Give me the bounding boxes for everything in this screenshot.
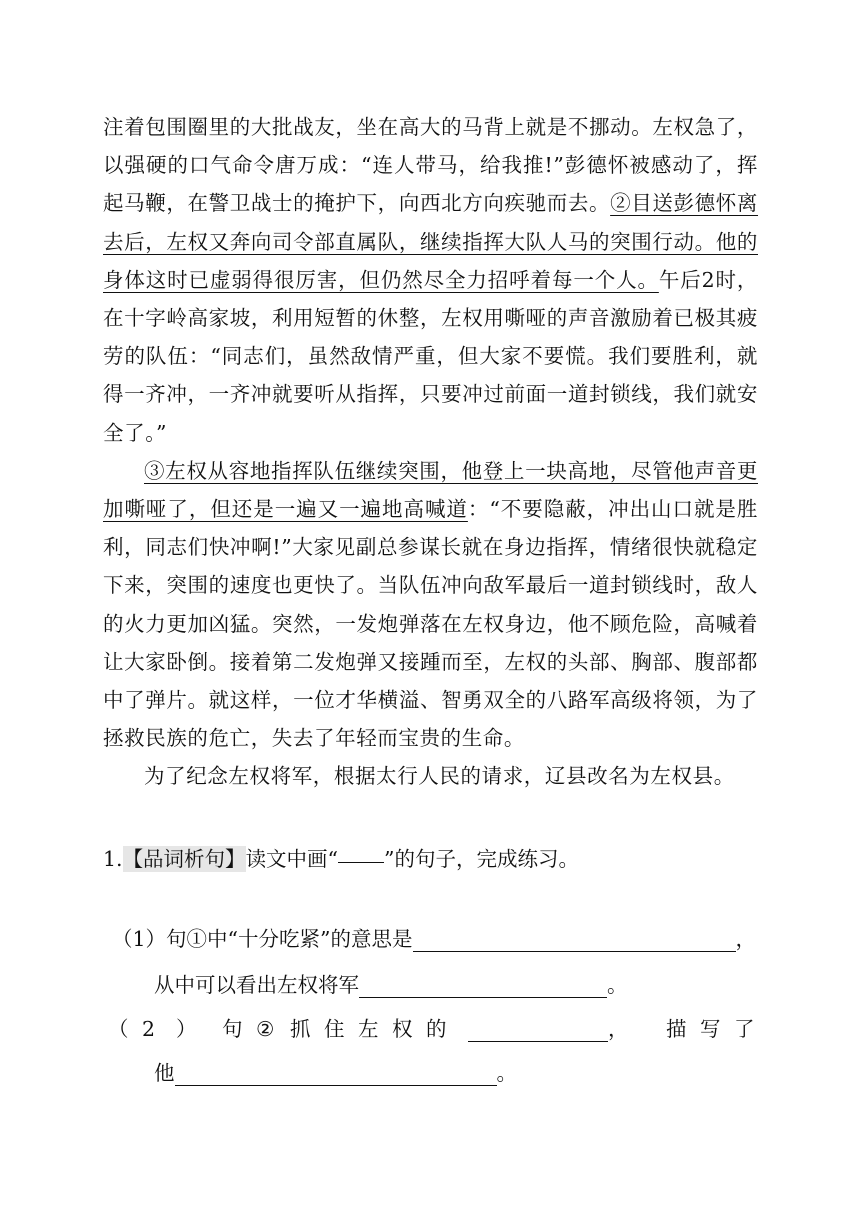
question-category-tag: 【品词析句】	[122, 847, 246, 871]
question-instruction: 读文中画“	[245, 847, 339, 871]
passage-paragraph-2	[103, 452, 758, 758]
punctuation: 。	[496, 1061, 517, 1085]
subquestion-1-prompt-2: 从中可以看出左权将军	[154, 973, 359, 997]
prompt-char: （	[108, 1017, 129, 1041]
subquestion-1-prompt: （1）句①中“十分吃紧”的意思是	[112, 927, 413, 951]
underlined-sentence-2: ②目送彭德怀离去后，左权又奔向司令部直属队，继续指挥大队人马的突围行动。他的身体这时已虚弱得很厉害，但仍然尽全力招呼着每一个人。	[103, 191, 759, 292]
subquestion-2-prompt	[108, 1010, 468, 1048]
passage-paragraph-3: 为了纪念左权将军，根据太行人民的请求，辽县改名为左权县。	[144, 764, 735, 789]
prompt-char: 左	[358, 1017, 379, 1041]
passage-text: ：“不要隐蔽，冲出山口就是胜利，同志们快冲啊!”大家见副总参谋长就在身边指挥，情绪很快就稳定下来，突围的速度也更快了。当队伍冲向敌军最后一道封锁线时，敌人的火力更加凶猛。突然，一发炮弹落在左权身边，他不顾危险，高喊着让大家卧倒。接着第二发炮弹又接踵而至，左权的头部、胸部、腹部都中了弹片。就这样，一位才华横溢、智勇双全的八路军高级将领，为了拯救民族的危亡，失去了年轻而宝贵的生命。	[103, 497, 758, 751]
subquestion-1-line-1	[112, 920, 756, 958]
subquestion-1-line-2	[154, 966, 628, 1004]
prompt-char: ，	[608, 1017, 629, 1041]
prompt-char: 抓	[290, 1017, 311, 1041]
subquestion-2-prompt-2	[608, 1010, 768, 1048]
reading-passage	[103, 108, 758, 796]
prompt-char: 描	[666, 1017, 687, 1041]
prompt-char: 2	[142, 1017, 156, 1041]
answer-blank-4[interactable]	[175, 1059, 497, 1086]
prompt-char: 了	[734, 1017, 755, 1041]
answer-blank-1[interactable]	[413, 925, 736, 952]
prompt-char: 住	[324, 1017, 345, 1041]
question-instruction-end: ”的句子，完成练习。	[384, 847, 580, 871]
prompt-char: 句	[222, 1017, 243, 1041]
passage-text: 注着包围圈里的大批战友，坐在高大的马背上就是不挪动。左权急了，以强硬的口气命令唐万成：“连人带马，给我推!”彭德怀被感动了，挥起马鞭，在警卫战士的掩护下，向西北方向疾驰而去。	[103, 115, 758, 216]
prompt-char: 权	[392, 1017, 413, 1041]
underlined-sentence-3: ③左权从容地指挥队伍继续突围，他登上一块高地，尽管他声音更加嘶哑了，但还是一遍又一遍地高喊道	[103, 458, 758, 522]
prompt-char: 的	[426, 1017, 447, 1041]
subquestion-2-line-2	[154, 1054, 517, 1092]
subquestion-2-prompt-3: 他	[154, 1061, 175, 1085]
subquestion-2-line-1	[108, 1010, 768, 1048]
passage-text: 午后2时，在十字岭高家坡，利用短暂的休整，左权用嘶哑的声音激励着已极其疲劳的队伍：“同志们，虽然敌情严重，但大家不要慌。我们要胜利，就得一齐冲，一齐冲就要听从指挥，只要冲过前面一道封锁线，我们就安全了。”	[103, 267, 758, 445]
punctuation: ，	[735, 927, 757, 951]
prompt-char: ）	[176, 1017, 197, 1041]
underline-sample	[338, 861, 384, 863]
question-1-heading	[103, 840, 579, 878]
question-number: 1.	[103, 847, 123, 871]
prompt-char: ②	[256, 1017, 275, 1041]
prompt-char: 写	[700, 1017, 721, 1041]
passage-paragraph-1	[103, 108, 758, 452]
answer-blank-3[interactable]	[468, 1015, 608, 1042]
punctuation: 。	[607, 973, 628, 997]
answer-blank-2[interactable]	[359, 971, 607, 998]
